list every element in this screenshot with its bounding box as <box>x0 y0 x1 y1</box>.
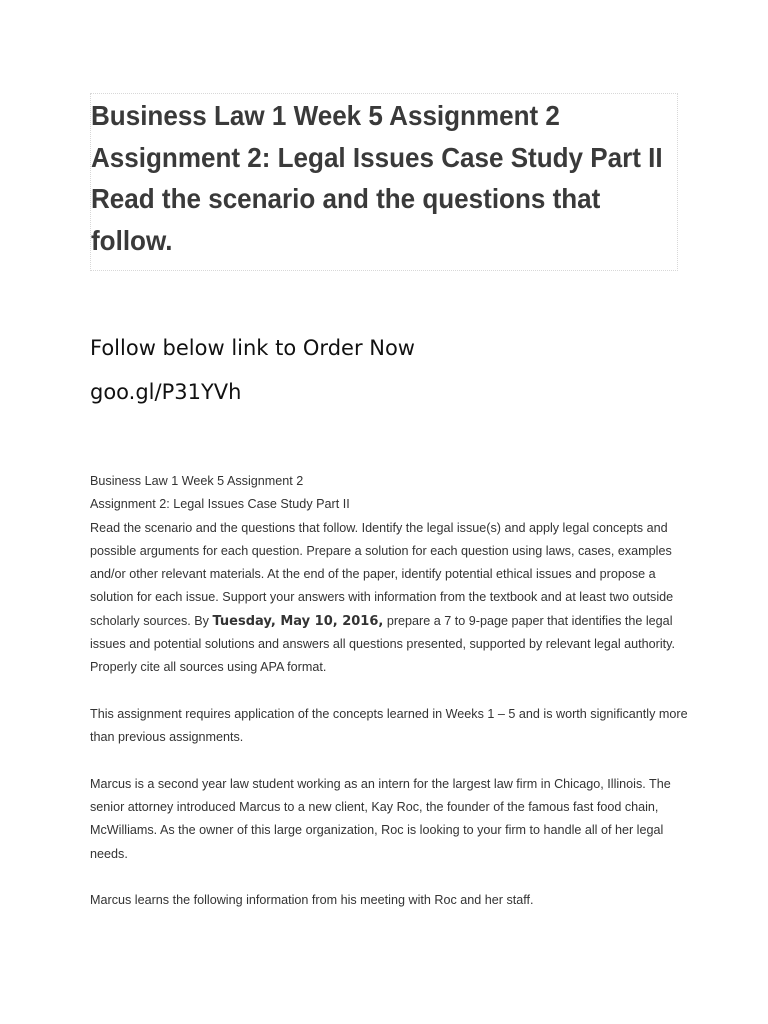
order-link[interactable]: goo.gl/P31YVh <box>90 380 242 404</box>
due-date: Tuesday, May 10, 2016, <box>212 613 384 629</box>
instructions-text-end: prepare a 7 to 9-page paper that identifies the legal issues and potential solutions and answers all questions presented, supported by relevant legal authority. Properly cite all sources using APA format. <box>90 613 676 675</box>
body-heading-2: Assignment 2: Legal Issues Case Study Part II <box>90 497 350 512</box>
instructions-text-start: Read the scenario and the questions that follow. Identify the legal issue(s) and apply legal concepts and possible arguments for each question. Prepare a solution for each question using laws, cases, examples and/or other relevant materials. At the end of the paper, identify potential ethical issues and propose a solution for each issue. Support your answers with information from the textbook and at least two outside scholarly sources. By <box>90 520 674 628</box>
document-title: Business Law 1 Week 5 Assignment 2 Assignment 2: Legal Issues Case Study Part II Read the scenario and the questions that follow. <box>91 100 663 256</box>
order-prompt: Follow below link to Order Now <box>90 336 415 360</box>
scenario-paragraph: Marcus is a second year law student working as an intern for the largest law firm in Chicago, Illinois. The senior attorney introduced Marcus to a new client, Kay Roc, the founder of the famous fast food chain, McWilliams. As the owner of this large organization, Roc is looking to your firm to handle all of her legal needs. <box>90 776 671 861</box>
body-heading-1: Business Law 1 Week 5 Assignment 2 <box>90 474 304 488</box>
meeting-paragraph: Marcus learns the following information from his meeting with Roc and her staff. <box>90 893 534 908</box>
assignment-body <box>90 470 690 913</box>
title-box <box>90 93 678 271</box>
requirements-paragraph: This assignment requires application of the concepts learned in Weeks 1 – 5 and is worth significantly more than previous assignments. <box>90 706 688 745</box>
instructions-paragraph <box>90 517 690 680</box>
